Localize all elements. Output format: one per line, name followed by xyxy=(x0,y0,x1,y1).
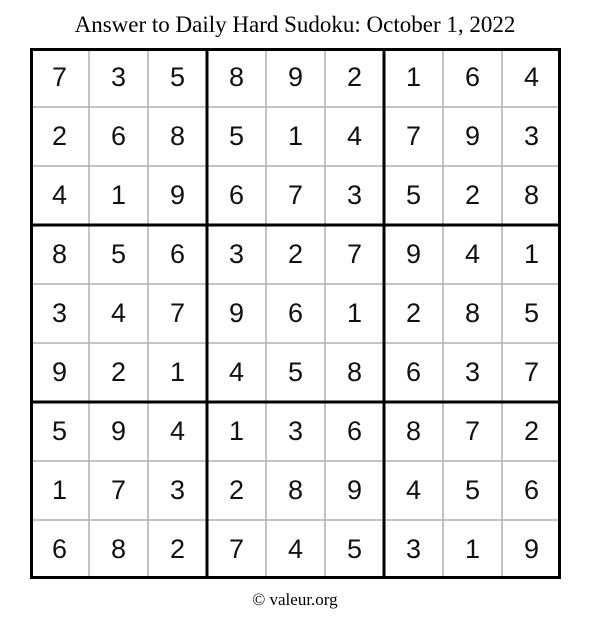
sudoku-cell-r1-c1: 7 xyxy=(51,62,68,92)
sudoku-cell-r8-c9: 6 xyxy=(523,475,540,505)
sudoku-cell-r2-c9: 3 xyxy=(523,121,540,151)
sudoku-cell-r7-c1: 5 xyxy=(51,416,68,446)
sudoku-cell-r1-c3: 5 xyxy=(169,62,186,92)
sudoku-cell-r2-c6: 4 xyxy=(346,121,363,151)
sudoku-cell-r9-c5: 4 xyxy=(287,534,304,564)
sudoku-cell-r1-c7: 1 xyxy=(405,62,422,92)
sudoku-cell-r4-c3: 6 xyxy=(169,239,186,269)
sudoku-cell-r1-c8: 6 xyxy=(464,62,481,92)
sudoku-cell-r5-c6: 1 xyxy=(346,298,363,328)
sudoku-cell-r6-c4: 4 xyxy=(228,357,245,387)
sudoku-cell-r6-c1: 9 xyxy=(51,357,68,387)
sudoku-cell-r9-c2: 8 xyxy=(110,534,127,564)
sudoku-cell-r7-c9: 2 xyxy=(523,416,540,446)
sudoku-cell-r2-c4: 5 xyxy=(228,121,245,151)
sudoku-board xyxy=(30,48,561,579)
sudoku-cell-r2-c8: 9 xyxy=(464,121,481,151)
sudoku-cell-r4-c1: 8 xyxy=(51,239,68,269)
sudoku-cell-r8-c3: 3 xyxy=(169,475,186,505)
sudoku-cell-r9-c9: 9 xyxy=(523,534,540,564)
sudoku-cell-r4-c9: 1 xyxy=(523,239,540,269)
sudoku-cell-r2-c1: 2 xyxy=(51,121,68,151)
sudoku-cell-r4-c5: 2 xyxy=(287,239,304,269)
sudoku-cell-r6-c2: 2 xyxy=(110,357,127,387)
sudoku-cell-r3-c1: 4 xyxy=(51,180,68,210)
sudoku-cell-r3-c5: 7 xyxy=(287,180,304,210)
sudoku-cell-r9-c6: 5 xyxy=(346,534,363,564)
sudoku-cell-r9-c7: 3 xyxy=(405,534,422,564)
sudoku-cell-r7-c8: 7 xyxy=(464,416,481,446)
sudoku-cell-r6-c9: 7 xyxy=(523,357,540,387)
sudoku-cell-r1-c2: 3 xyxy=(110,62,127,92)
sudoku-cell-r6-c3: 1 xyxy=(169,357,186,387)
sudoku-cell-r2-c2: 6 xyxy=(110,121,127,151)
sudoku-cell-r6-c5: 5 xyxy=(287,357,304,387)
sudoku-cell-r5-c3: 7 xyxy=(169,298,186,328)
sudoku-cell-r1-c6: 2 xyxy=(346,62,363,92)
sudoku-cell-r8-c2: 7 xyxy=(110,475,127,505)
sudoku-cell-r8-c4: 2 xyxy=(228,475,245,505)
sudoku-cell-r8-c5: 8 xyxy=(287,475,304,505)
sudoku-cell-r5-c2: 4 xyxy=(110,298,127,328)
sudoku-cell-r8-c6: 9 xyxy=(346,475,363,505)
sudoku-cell-r4-c4: 3 xyxy=(228,239,245,269)
sudoku-cell-r7-c3: 4 xyxy=(169,416,186,446)
sudoku-cell-r9-c1: 6 xyxy=(51,534,68,564)
sudoku-cell-r3-c3: 9 xyxy=(169,180,186,210)
sudoku-cell-r6-c6: 8 xyxy=(346,357,363,387)
sudoku-cell-r5-c4: 9 xyxy=(228,298,245,328)
sudoku-cell-r4-c6: 7 xyxy=(346,239,363,269)
sudoku-cell-r5-c8: 8 xyxy=(464,298,481,328)
page-title: Answer to Daily Hard Sudoku: October 1, 2022 xyxy=(74,12,516,37)
sudoku-cell-r5-c7: 2 xyxy=(405,298,422,328)
sudoku-cell-r1-c9: 4 xyxy=(523,62,540,92)
sudoku-cell-r7-c2: 9 xyxy=(110,416,127,446)
sudoku-cell-r3-c9: 8 xyxy=(523,180,540,210)
sudoku-cell-r5-c9: 5 xyxy=(523,298,540,328)
sudoku-cell-r9-c8: 1 xyxy=(464,534,481,564)
sudoku-cell-r6-c8: 3 xyxy=(464,357,481,387)
sudoku-cell-r3-c2: 1 xyxy=(110,180,127,210)
sudoku-cell-r3-c6: 3 xyxy=(346,180,363,210)
sudoku-cell-r2-c7: 7 xyxy=(405,121,422,151)
sudoku-cell-r5-c5: 6 xyxy=(287,298,304,328)
sudoku-cell-r3-c4: 6 xyxy=(228,180,245,210)
sudoku-cell-r7-c5: 3 xyxy=(287,416,304,446)
sudoku-cell-r7-c7: 8 xyxy=(405,416,422,446)
sudoku-cell-r2-c3: 8 xyxy=(169,121,186,151)
sudoku-cell-r3-c7: 5 xyxy=(405,180,422,210)
sudoku-cell-r6-c7: 6 xyxy=(405,357,422,387)
sudoku-cell-r5-c1: 3 xyxy=(51,298,68,328)
sudoku-cell-r1-c5: 9 xyxy=(287,62,304,92)
sudoku-cell-r8-c1: 1 xyxy=(51,475,68,505)
sudoku-cell-r7-c4: 1 xyxy=(228,416,245,446)
sudoku-cell-r3-c8: 2 xyxy=(464,180,481,210)
sudoku-cell-r4-c2: 5 xyxy=(110,239,127,269)
sudoku-cell-r8-c7: 4 xyxy=(405,475,422,505)
sudoku-cell-r7-c6: 6 xyxy=(346,416,363,446)
copyright-footer: © valeur.org xyxy=(252,590,338,609)
sudoku-cell-r9-c3: 2 xyxy=(169,534,186,564)
sudoku-cell-r2-c5: 1 xyxy=(287,121,304,151)
sudoku-cell-r1-c4: 8 xyxy=(228,62,245,92)
sudoku-cell-r4-c8: 4 xyxy=(464,239,481,269)
sudoku-cell-r4-c7: 9 xyxy=(405,239,422,269)
sudoku-cell-r8-c8: 5 xyxy=(464,475,481,505)
sudoku-cell-r9-c4: 7 xyxy=(228,534,245,564)
